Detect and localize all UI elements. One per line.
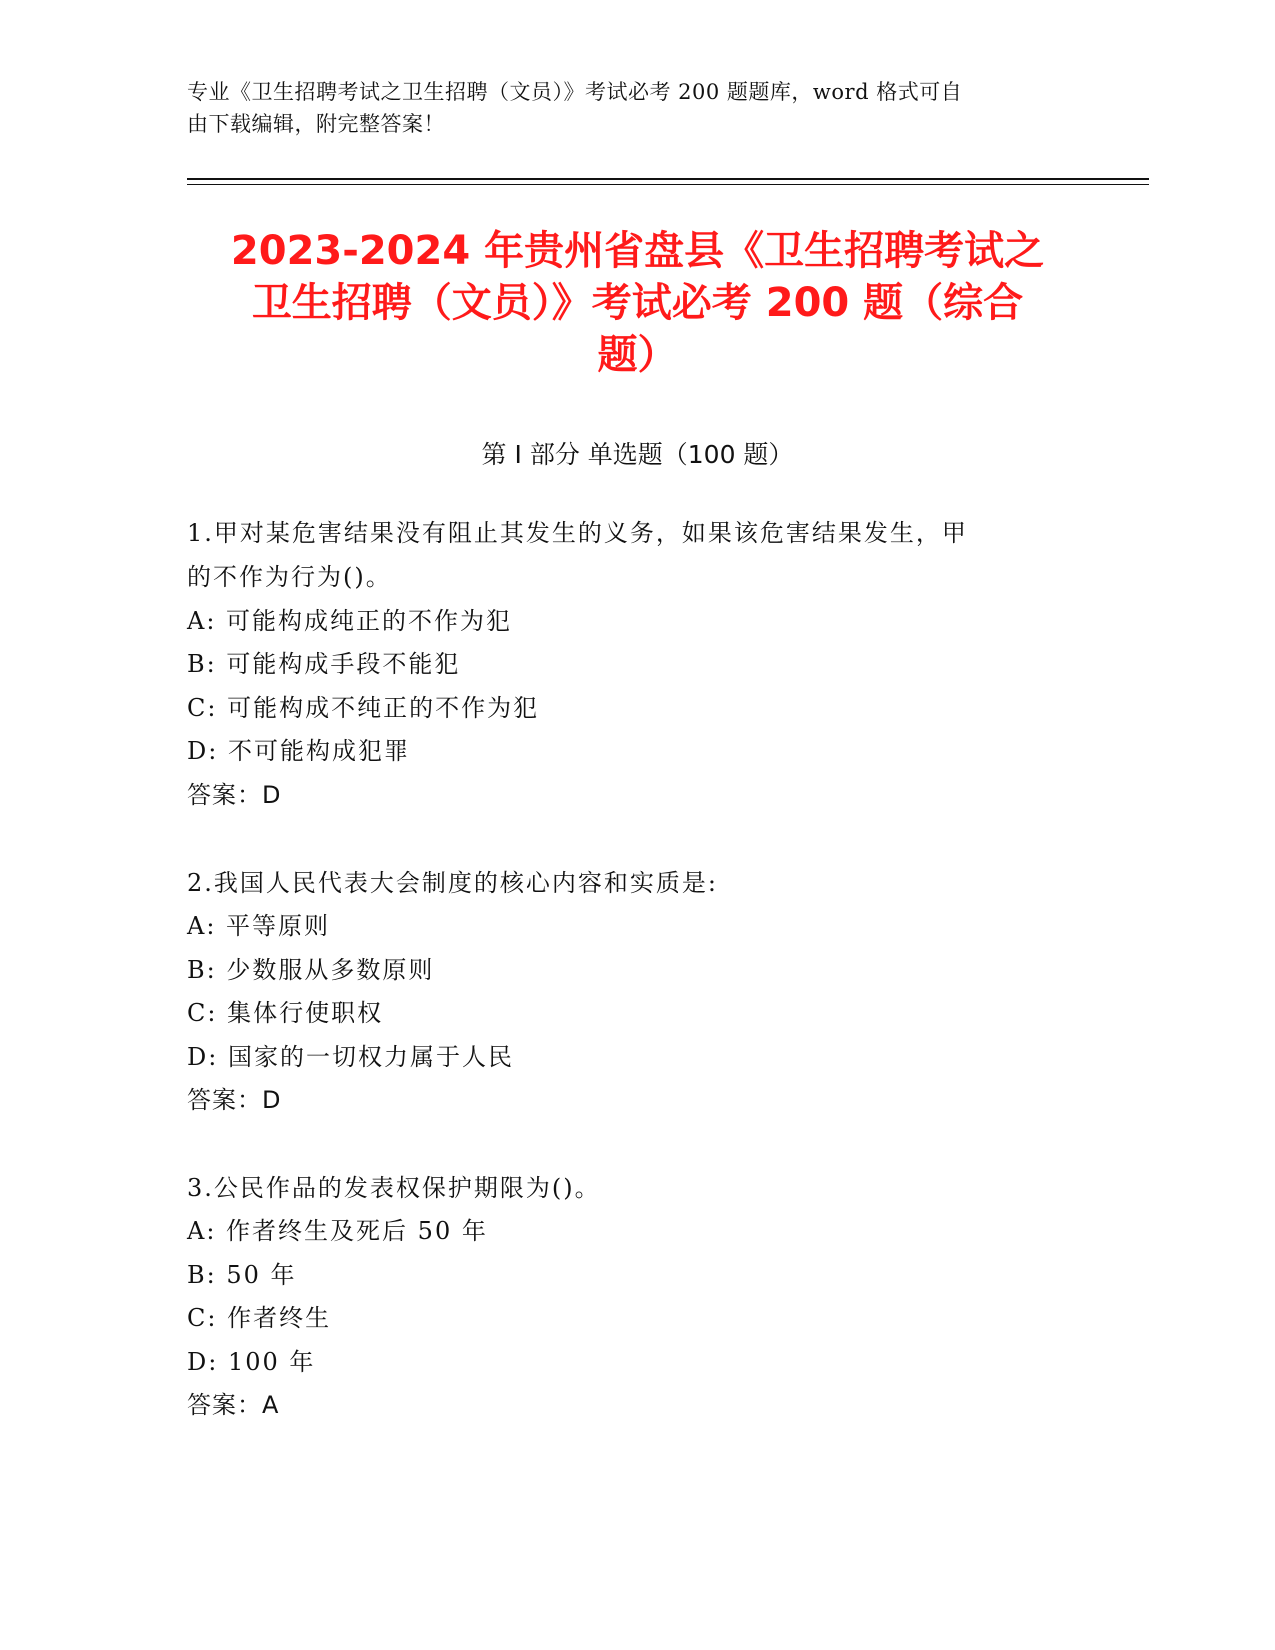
question-1-option-b: B: 可能构成手段不能犯 (187, 650, 461, 678)
header-note (187, 76, 1067, 140)
header-divider-thick (187, 178, 1149, 180)
question-1-stem-line-1: 1.甲对某危害结果没有阻止其发生的义务，如果该危害结果发生，甲 (187, 519, 968, 547)
question-3-option-d: D: 100 年 (187, 1348, 316, 1376)
question-3-option-c: C: 作者终生 (187, 1304, 332, 1332)
question-1-option-c: C: 可能构成不纯正的不作为犯 (187, 694, 540, 722)
document-title (160, 225, 1115, 381)
question-1-option-d: D: 不可能构成犯罪 (187, 737, 410, 765)
section-heading: 第 I 部分 单选题（100 题） (481, 440, 794, 469)
question-3-option-b: B: 50 年 (187, 1261, 297, 1289)
header-divider-thin (187, 184, 1149, 185)
header-note-line-1: 专业《卫生招聘考试之卫生招聘（文员）》考试必考 200 题题库，word 格式可自 (187, 80, 963, 104)
question-2-answer: 答案：D (187, 1086, 282, 1114)
question-1-option-a: A: 可能构成纯正的不作为犯 (187, 607, 513, 635)
question-2-option-d: D: 国家的一切权力属于人民 (187, 1043, 514, 1071)
title-line-2: 卫生招聘（文员）》考试必考 200 题（综合 (251, 280, 1024, 326)
title-line-1: 2023-2024 年贵州省盘县《卫生招聘考试之 (230, 228, 1045, 274)
question-3-option-a: A: 作者终生及死后 50 年 (187, 1217, 488, 1245)
title-line-3: 题） (597, 332, 678, 378)
question-1-stem-line-2: 的不作为行为()。 (187, 563, 392, 591)
question-2-stem: 2.我国人民代表大会制度的核心内容和实质是: (187, 869, 718, 897)
question-1-answer: 答案：D (187, 781, 282, 809)
question-2-option-b: B: 少数服从多数原则 (187, 956, 435, 984)
question-3-answer: 答案：A (187, 1391, 280, 1419)
header-note-line-2: 由下载编辑，附完整答案！ (187, 112, 445, 136)
question-2-option-a: A: 平等原则 (187, 912, 331, 940)
question-3-stem: 3.公民作品的发表权保护期限为()。 (187, 1174, 601, 1202)
question-2-option-c: C: 集体行使职权 (187, 999, 384, 1027)
